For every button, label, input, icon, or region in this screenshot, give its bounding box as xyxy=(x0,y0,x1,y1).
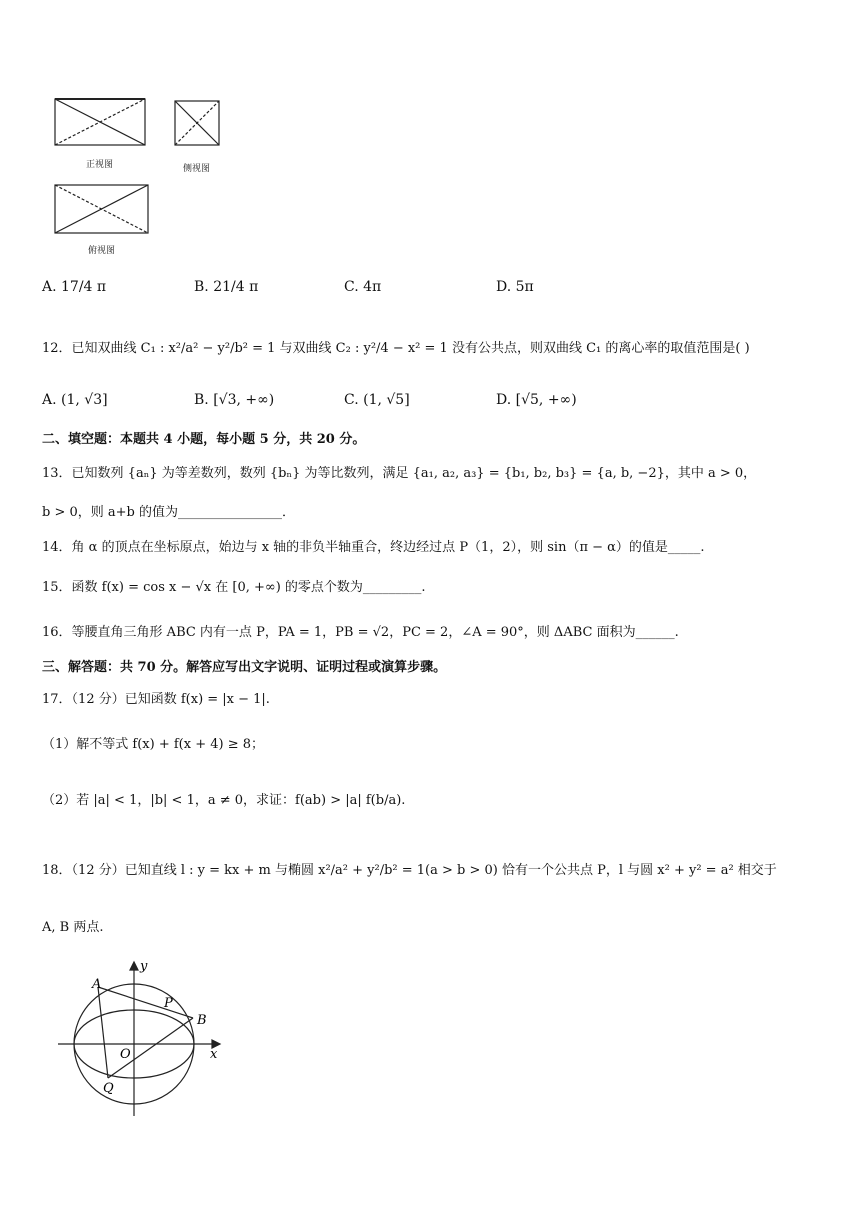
q12-option-b: B. [√3, +∞) xyxy=(194,392,275,408)
label-q: Q xyxy=(103,1081,114,1096)
q18-line1: 18．（12 分）已知直线 l : y = kx + m 与椭圆 x²/a² + y²/b² = 1(a > b > 0) 恰有一个公共点 P，l 与圆 x² + y² = a² 相交于 xyxy=(42,863,777,878)
side-view-label: 侧视图 xyxy=(183,164,211,174)
q17-part2: （2）若 |a| < 1，|b| < 1，a ≠ 0，求证：f(ab) > |a| f(b/a). xyxy=(42,793,406,808)
q17-stem: 17．（12 分）已知函数 f(x) = |x − 1|. xyxy=(42,692,270,707)
q18-line2: A, B 两点. xyxy=(42,920,104,935)
label-a: A xyxy=(92,977,102,992)
top-view-label: 俯视图 xyxy=(88,246,116,256)
q12-option-d: D. [√5, +∞) xyxy=(496,392,577,408)
q12-option-c: C. (1, √5] xyxy=(344,392,410,408)
q15-text: 15．函数 f(x) = cos x − √x 在 [0, +∞) 的零点个数为_________. xyxy=(42,580,426,595)
front-view-label: 正视图 xyxy=(86,160,114,170)
q16-text: 16．等腰直角三角形 ABC 内有一点 P，PA = 1，PB = √2，PC = 2，∠A = 90°，则 ΔABC 面积为______. xyxy=(42,625,679,640)
q11-option-d: D. 5π xyxy=(496,279,534,295)
q11-option-b: B. 21/4 π xyxy=(194,279,259,295)
section-3-heading: 三、解答题：共 70 分。解答应写出文字说明、证明过程或演算步骤。 xyxy=(42,660,447,675)
label-x: x xyxy=(210,1047,218,1062)
q14-text: 14．角 α 的顶点在坐标原点，始边与 x 轴的非负半轴重合，终边经过点 P（1，2），则 sin（π − α）的值是_____. xyxy=(42,540,705,555)
section-2-heading: 二、填空题：本题共 4 小题，每小题 5 分，共 20 分。 xyxy=(42,432,366,447)
q11-option-c: C. 4π xyxy=(344,279,382,295)
q12-stem: 12．已知双曲线 C₁ : x²/a² − y²/b² = 1 与双曲线 C₂ : y²/4 − x² = 1 没有公共点，则双曲线 C₁ 的离心率的取值范围是( ) xyxy=(42,341,750,356)
q13-line1: 13．已知数列 {aₙ} 为等差数列，数列 {bₙ} 为等比数列，满足 {a₁, a₂, a₃} = {b₁, b₂, b₃} = {a, b, −2}，其中 a > 0， xyxy=(42,466,757,481)
q13-line2: b > 0，则 a+b 的值为________________． xyxy=(42,505,295,520)
q17-part1: （1）解不等式 f(x) + f(x + 4) ≥ 8； xyxy=(42,737,264,752)
q11-option-a: A. 17/4 π xyxy=(42,279,107,295)
label-y: y xyxy=(140,959,148,974)
label-b: B xyxy=(197,1013,207,1028)
label-o: O xyxy=(120,1047,131,1062)
q12-option-a: A. (1, √3] xyxy=(42,392,108,408)
label-p: P xyxy=(164,996,173,1011)
